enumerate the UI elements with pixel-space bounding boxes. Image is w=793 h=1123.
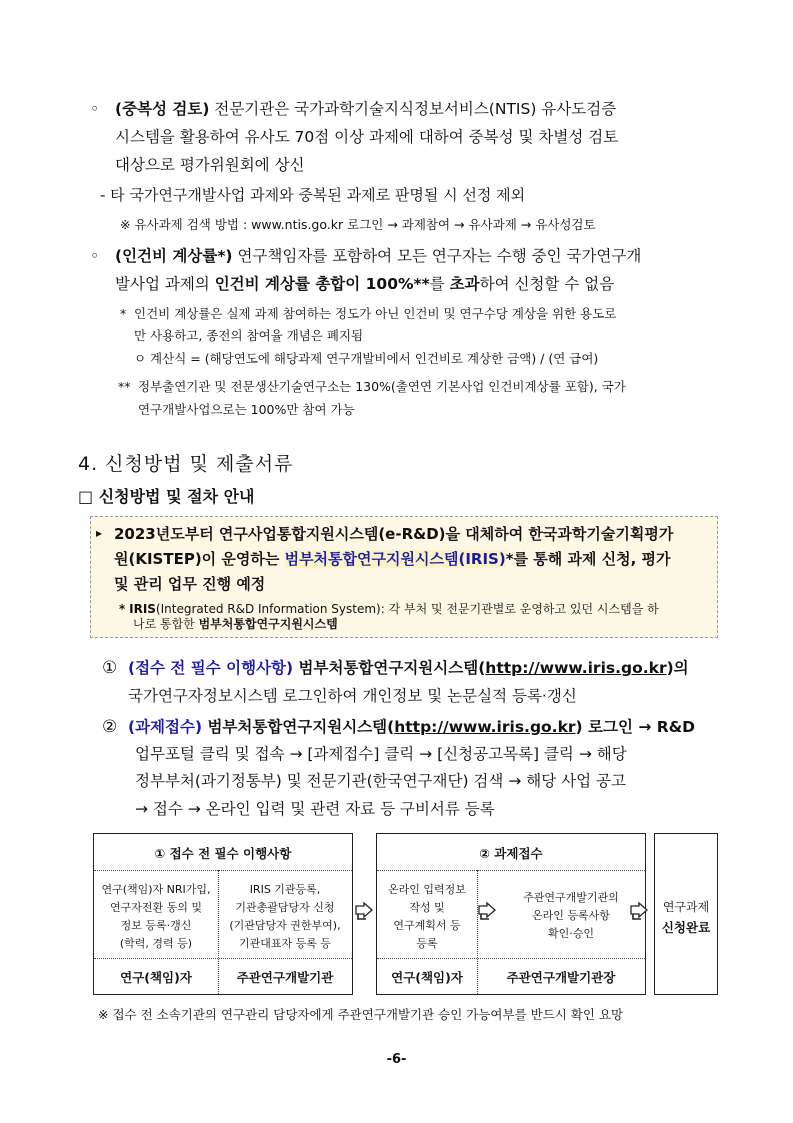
- footnote-mark: *: [120, 306, 127, 321]
- flow-complete: [654, 833, 718, 995]
- paragraph-line: 대상으로 평가위원회에 상신: [115, 156, 305, 174]
- iris-link[interactable]: http://www.iris.go.kr: [394, 718, 576, 736]
- flow-role: 연구(책임)자: [120, 970, 192, 985]
- subsection-title: □ 신청방법 및 절차 안내: [78, 487, 255, 506]
- page-number: -6-: [386, 1052, 407, 1067]
- flow-cell-online-input: 온라인 입력정보 작성 및 연구계획서 등 등록: [388, 883, 466, 950]
- section-title: 4. 신청방법 및 제출서류: [78, 453, 294, 475]
- step-2: (과제접수) 범부처통합연구지원시스템(http://www.iris.go.kr) 로그인 → R&D: [128, 718, 696, 736]
- step-number: ②: [102, 717, 118, 737]
- flow-complete-label: 연구과제: [662, 900, 710, 914]
- formula: ㅇ 계산식 = (해당연도에 해당과제 연구개발비에서 인건비로 계상한 금액) / (연 급여): [134, 351, 599, 366]
- footnote: ※ 접수 전 소속기관의 연구관리 담당자에게 주관연구개발기관 승인 가능여부를 반드시 확인 요망: [98, 1007, 624, 1022]
- note-similar-search: ※ 유사과제 검색 방법 : www.ntis.go.kr 로그인 → 과제참여 → 유사과제 → 유사성검토: [120, 217, 596, 232]
- bullet: ◦: [90, 247, 100, 265]
- paragraph-labor-cost: (인건비 계상률*) 연구책임자를 포함하여 모든 연구자는 수행 중인 국가연구개: [115, 247, 642, 265]
- box-line: 및 관리 업무 진행 예정: [114, 575, 266, 593]
- box-note: * IRIS(Integrated R&D Information System): 각 부처 및 전문기관별로 운영하고 있던 시스템을 하: [119, 602, 659, 616]
- flow-role: 연구(책임)자: [391, 970, 463, 985]
- flow-cell-approval: 주관연구개발기관의 온라인 등록사항 확인·승인: [523, 891, 619, 940]
- flow-head: ① 접수 전 필수 이행사항: [154, 846, 292, 861]
- iris-link[interactable]: http://www.iris.go.kr: [485, 659, 667, 677]
- flow-complete-label: 신청완료: [661, 920, 711, 935]
- note-line: 인건비 계상률은 실제 과제 참여하는 정도가 아닌 인건비 및 연구수당 계상을 위한 용도로: [134, 306, 617, 321]
- note-line: 정부출연기관 및 전문생산기술연구소는 130%(출연연 기본사업 인건비계상률 포함), 국가: [138, 379, 626, 394]
- flow-cell-researcher: 연구(책임)자 NRI가입, 연구자전환 동의 및 정보 등록·갱신 (학력, 경력 등): [101, 883, 211, 950]
- triangle-icon: ▸: [96, 526, 103, 540]
- flow-role: 주관연구개발기관: [236, 970, 334, 985]
- box-note: 나로 통합한 범부처통합연구지원시스템: [133, 617, 338, 631]
- flow-role: 주관연구개발기관장: [506, 970, 616, 985]
- divider: [377, 958, 645, 959]
- box-line: 2023년도부터 연구사업통합지원시스템(e-R&D)을 대체하여 한국과학기술기획평가: [114, 525, 674, 543]
- flow-group-application: [376, 833, 646, 995]
- label-labor-cost: (인건비 계상률*): [115, 247, 233, 265]
- footnote-mark: **: [118, 379, 131, 394]
- flow-group-prereq: [93, 833, 353, 995]
- step-line: 정부부처(과기정통부) 및 전문기관(한국연구재단) 검색 → 해당 사업 공고: [135, 772, 626, 790]
- flow-head: ② 과제접수: [479, 846, 543, 861]
- bullet: ◦: [90, 100, 100, 118]
- step-number: ①: [102, 658, 118, 678]
- arrow-right-icon: [478, 902, 496, 926]
- box-line: 원(KISTEP)이 운영하는 범부처통합연구지원시스템(IRIS)*를 통해 과제 신청, 평가: [114, 550, 671, 568]
- step-line: 국가연구자정보시스템 로그인하여 개인정보 및 논문실적 등록·갱신: [128, 687, 577, 705]
- note-line: 연구개발사업으로는 100%만 참여 가능: [138, 402, 355, 417]
- flow-cell-institution: IRIS 기관등록, 기관총괄담당자 신청 (기관담당자 권한부여), 기관대표자 등록 등: [229, 883, 341, 950]
- paragraph-line: 발사업 과제의 인건비 계상률 총합이 100%**를 초과하여 신청할 수 없음: [115, 275, 615, 293]
- step-1: (접수 전 필수 이행사항) 범부처통합연구지원시스템(http://www.iris.go.kr)의: [128, 659, 689, 677]
- divider: [94, 958, 352, 959]
- arrow-right-icon: [355, 902, 373, 926]
- dash-item: - 타 국가연구개발사업 과제와 중복된 과제로 판명될 시 선정 제외: [100, 186, 526, 204]
- step-line: → 접수 → 온라인 입력 및 관련 자료 등 구비서류 등록: [135, 800, 495, 818]
- step-line: 업무포털 클릭 및 접속 → [과제접수] 클릭 → [신청공고목록] 클릭 → 해당: [135, 745, 627, 763]
- label-duplication: (중복성 검토): [115, 100, 210, 118]
- paragraph-line: 시스템을 활용하여 유사도 70점 이상 과제에 대하여 중복성 및 차별성 검토: [115, 128, 619, 146]
- paragraph-duplication: (중복성 검토) 전문기관은 국가과학기술지식정보서비스(NTIS) 유사도검증: [115, 100, 617, 118]
- divider: [377, 870, 645, 871]
- note-line: 만 사용하고, 종전의 참여율 개념은 폐지됨: [134, 328, 364, 343]
- divider: [94, 870, 352, 871]
- arrow-right-icon: [630, 902, 648, 926]
